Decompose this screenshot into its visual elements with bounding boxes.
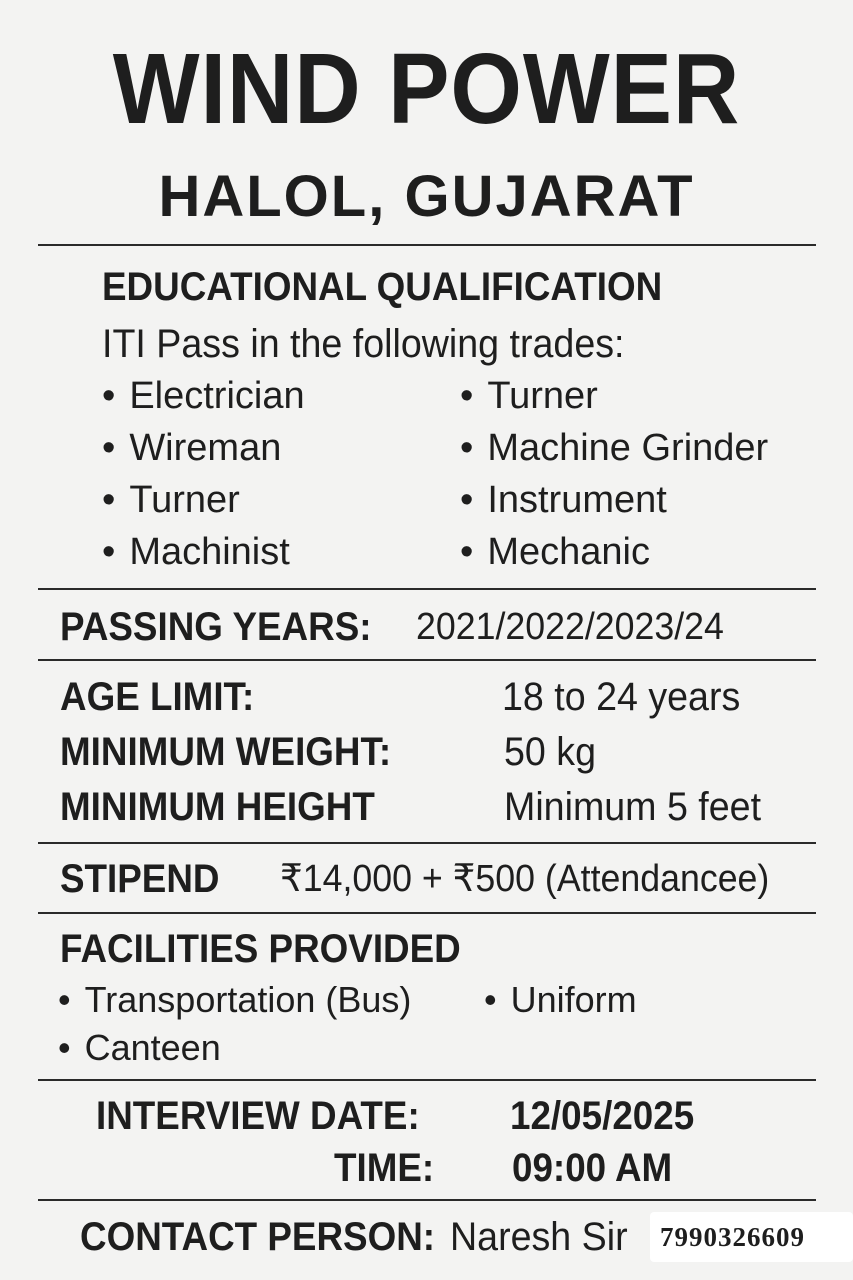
stipend-value: ₹14,000 + ₹500 (Attendancee) <box>280 858 770 900</box>
divider <box>38 912 816 914</box>
age-limit-value: 18 to 24 years <box>502 675 741 719</box>
facilities-heading: FACILITIES PROVIDED <box>60 927 461 971</box>
divider <box>38 1199 816 1201</box>
phone-badge <box>650 1212 853 1262</box>
contact-label: CONTACT PERSON: <box>80 1215 436 1259</box>
qualification-intro: ITI Pass in the following trades: <box>102 322 625 366</box>
facility-item: • Uniform <box>484 977 637 1023</box>
divider <box>38 659 816 661</box>
min-weight-label: MINIMUM WEIGHT: <box>60 730 392 774</box>
trade-item: • Instrument <box>460 477 667 523</box>
trade-item: • Machinist <box>102 529 290 575</box>
location-subtitle: HALOL, GUJARAT <box>158 164 695 229</box>
facility-item: • Canteen <box>58 1025 221 1071</box>
trade-item: • Electrician <box>102 373 305 419</box>
min-weight-value: 50 kg <box>504 730 596 774</box>
contact-name: Naresh Sir <box>450 1215 628 1259</box>
age-limit-label: AGE LIMIT: <box>60 675 255 719</box>
trade-item: • Turner <box>102 477 240 523</box>
qualification-heading: EDUCATIONAL QUALIFICATION <box>102 265 663 309</box>
contact-phone: 7990326609 <box>660 1222 805 1252</box>
min-height-label: MINIMUM HEIGHT <box>60 785 375 829</box>
passing-years-value: 2021/2022/2023/24 <box>416 606 724 648</box>
divider <box>38 842 816 844</box>
trade-item: • Turner <box>460 373 598 419</box>
trade-item: • Machine Grinder <box>460 425 768 471</box>
min-height-value: Minimum 5 feet <box>504 785 762 829</box>
stipend-label: STIPEND <box>60 857 220 901</box>
interview-time-value: 09:00 AM <box>512 1146 673 1190</box>
divider <box>38 1079 816 1081</box>
trade-item: • Wireman <box>102 425 281 471</box>
divider <box>38 244 816 246</box>
trade-item: • Mechanic <box>460 529 650 575</box>
passing-years-label: PASSING YEARS: <box>60 605 372 649</box>
divider <box>38 588 816 590</box>
facility-item: • Transportation (Bus) <box>58 977 411 1023</box>
page-title: WIND POWER <box>112 33 741 145</box>
interview-date-label: INTERVIEW DATE: <box>96 1094 420 1138</box>
interview-time-label: TIME: <box>334 1146 435 1190</box>
interview-date-value: 12/05/2025 <box>510 1094 695 1138</box>
